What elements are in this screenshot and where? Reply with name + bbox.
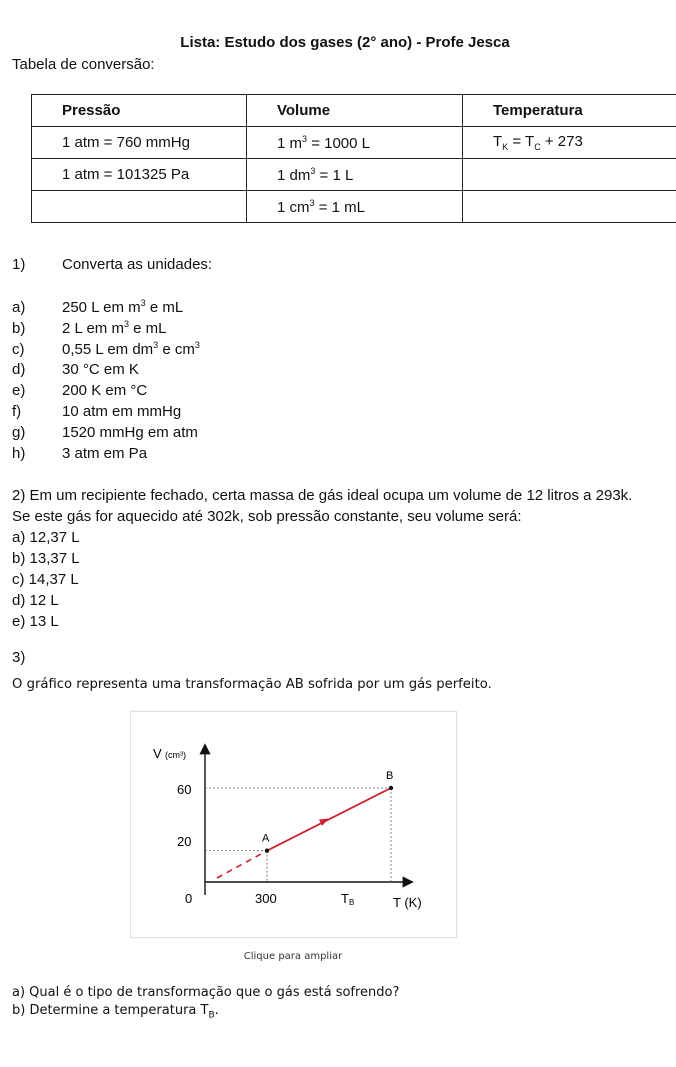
- question-3b-text: .: [214, 1003, 219, 1018]
- volume-text: = 1000 L: [307, 134, 371, 152]
- table-row: [32, 159, 676, 191]
- pressure-cell: 1 atm = 101325 Pa: [32, 159, 247, 191]
- y-axis-label-unit: (cm³): [165, 750, 186, 760]
- table-header-row: [32, 95, 676, 127]
- item-text: 2 L em m: [62, 320, 124, 337]
- temp-subscript: C: [534, 142, 541, 152]
- volume-cell: [247, 191, 463, 223]
- transformation-line: [267, 788, 391, 851]
- item-text: 3 atm em Pa: [62, 445, 148, 462]
- conversion-table-heading: Tabela de conversão:: [12, 56, 155, 73]
- question-text: Converta as unidades:: [62, 256, 213, 273]
- volume-text: = 1 L: [315, 166, 354, 184]
- item-exponent: 3: [140, 298, 146, 308]
- item-text: 10 atm em mmHg: [62, 403, 182, 420]
- data-point-b: [389, 786, 393, 790]
- answer-option: d) 12 L: [12, 592, 59, 609]
- pressure-cell: 1 atm = 760 mmHg: [32, 127, 247, 159]
- list-item: [12, 340, 200, 358]
- item-letter: h): [12, 445, 26, 462]
- question-2-line-2: Se este gás for aquecido até 302k, sob pressão constante, seu volume será:: [12, 508, 522, 525]
- list-item: [12, 361, 139, 378]
- volume-text: 1 m: [277, 134, 303, 152]
- header-volume: Volume: [247, 95, 463, 127]
- temperature-cell: [463, 191, 676, 223]
- temp-text: + 273: [540, 133, 583, 150]
- volume-exponent: 3: [310, 165, 316, 176]
- item-exponent: 3: [194, 340, 200, 350]
- point-label-a: A: [262, 832, 270, 845]
- y-axis-label-v: V: [153, 746, 162, 761]
- question-3-number: 3): [12, 649, 26, 666]
- list-item: [12, 319, 167, 337]
- figure-caption[interactable]: Clique para ampliar: [243, 951, 343, 962]
- item-text: e cm: [158, 341, 195, 358]
- x-tick-label-tb: TB: [341, 891, 355, 907]
- list-item: [12, 424, 198, 441]
- item-text: e mL: [128, 320, 167, 337]
- temperature-cell: [463, 159, 676, 191]
- item-exponent: 3: [153, 340, 159, 350]
- item-letter: c): [12, 341, 25, 358]
- item-exponent: 3: [123, 319, 129, 329]
- volume-exponent: 3: [302, 133, 308, 144]
- temp-text: = T: [508, 133, 535, 150]
- list-item: [12, 445, 147, 462]
- volume-temperature-graph: [131, 712, 458, 939]
- item-letter: a): [12, 299, 26, 316]
- item-text: 0,55 L em dm: [62, 341, 154, 358]
- volume-exponent: 3: [309, 197, 315, 208]
- y-tick-label: 60: [177, 782, 192, 797]
- chart-marks: [205, 770, 393, 882]
- volume-text: 1 cm: [277, 198, 310, 216]
- item-letter: g): [12, 424, 26, 441]
- point-label-b: B: [386, 770, 394, 782]
- list-item: [12, 403, 181, 420]
- page-title: Lista: Estudo dos gases (2° ano) - Profe Jesca: [180, 34, 510, 51]
- x-tick-label: 0: [185, 891, 193, 906]
- y-tick-label: 20: [177, 834, 192, 849]
- volume-text: = 1 mL: [314, 198, 365, 216]
- question-2-line-1: 2) Em um recipiente fechado, certa massa de gás ideal ocupa um volume de 12 litros a 293k.: [12, 487, 633, 504]
- item-text: e mL: [145, 299, 184, 316]
- question-3-description: O gráfico representa uma transformação AB sofrida por um gás perfeito.: [12, 677, 492, 692]
- item-letter: f): [12, 403, 22, 420]
- item-text: 250 L em m: [62, 299, 141, 316]
- extrapolation-line: [217, 851, 267, 878]
- answer-option: e) 13 L: [12, 613, 59, 630]
- question-number: 1): [12, 256, 26, 273]
- item-text: 1520 mmHg em atm: [62, 424, 198, 441]
- item-letter: b): [12, 320, 26, 337]
- question-3b-text: b) Determine a temperatura T: [12, 1003, 209, 1018]
- item-text: 30 °C em K: [62, 361, 139, 378]
- temp-text: T: [493, 133, 503, 150]
- volume-cell: [247, 127, 463, 159]
- header-pressure: Pressão: [32, 95, 247, 127]
- question-3b: [12, 1003, 219, 1021]
- question-1: [12, 256, 212, 273]
- temp-subscript: K: [502, 142, 509, 152]
- list-item: [12, 298, 183, 316]
- graph-figure[interactable]: [130, 711, 457, 938]
- x-axis-label: T (K): [393, 895, 422, 910]
- answer-option: b) 13,37 L: [12, 550, 80, 567]
- answer-option: a) 12,37 L: [12, 529, 80, 546]
- volume-cell: [247, 159, 463, 191]
- answer-option: c) 14,37 L: [12, 571, 79, 588]
- table-row: [32, 191, 676, 223]
- conversion-table: [31, 94, 676, 223]
- item-letter: e): [12, 382, 26, 399]
- x-tick-label: 300: [255, 891, 277, 906]
- header-temperature: Temperatura: [463, 95, 676, 127]
- item-letter: d): [12, 361, 26, 378]
- list-item: [12, 382, 147, 399]
- item-text: 200 K em °C: [62, 382, 148, 399]
- temperature-cell: [463, 127, 676, 159]
- question-3a: a) Qual é o tipo de transformação que o gás está sofrendo?: [12, 985, 400, 1000]
- question-3b-subscript: B: [208, 1010, 215, 1021]
- volume-text: 1 dm: [277, 166, 311, 184]
- pressure-cell: [32, 191, 247, 223]
- table-row: [32, 127, 676, 159]
- data-point-a: [265, 848, 269, 852]
